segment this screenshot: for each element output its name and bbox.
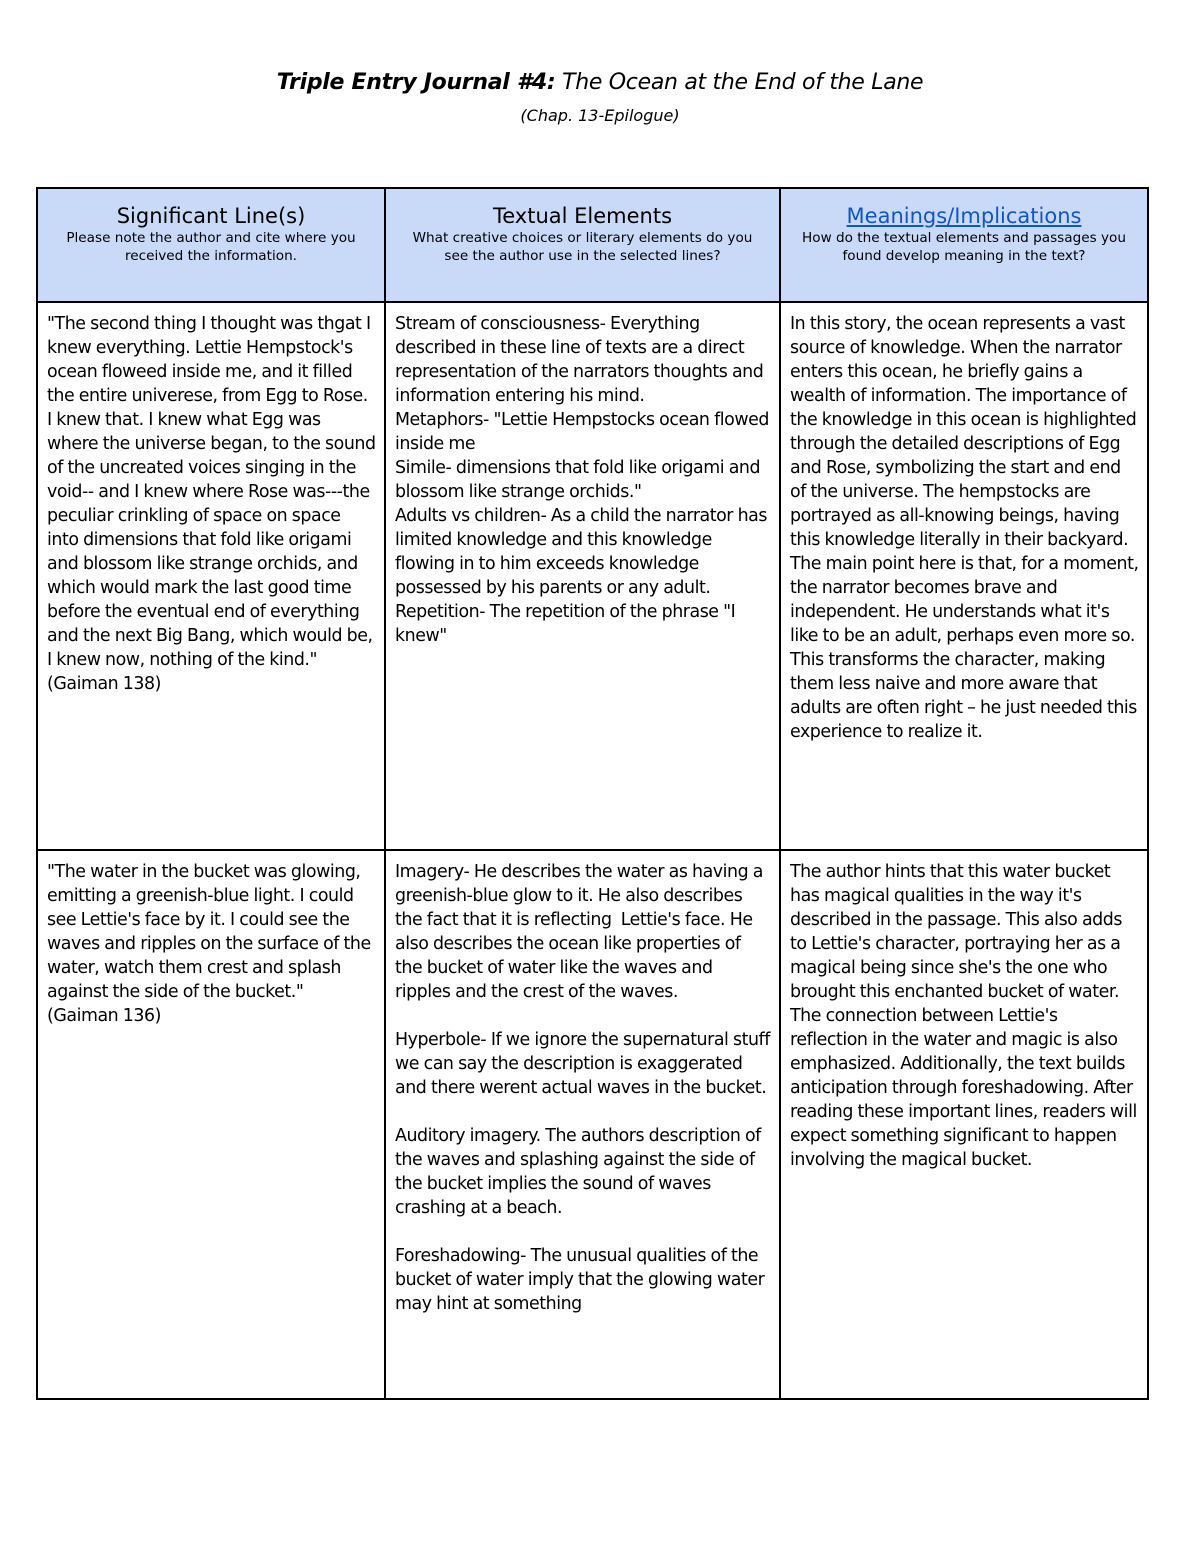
element-text: Repetition- The repetition of the phrase "I knew" bbox=[395, 602, 740, 646]
title-bold: Triple Entry Journal #4: bbox=[276, 70, 556, 95]
element-text: Stream of consciousness- Everything described in these line of texts are a direct representation of the narrators thoughts and information entering his mind. bbox=[395, 314, 768, 406]
quote-text: "The water in the bucket was glowing, emitting a greenish-blue light. I could see Lettie's face by it. I could see the waves and ripples on the surface of the water, watch them crest and splash against the side of the bucket." (Gaiman 136) bbox=[47, 862, 376, 1026]
title-rest: The Ocean at the End of the Lane bbox=[555, 70, 924, 95]
meaning-text: In this story, the ocean represents a vast source of knowledge. When the narrator enters this ocean, he briefly gains a wealth of information. The importance of the knowledge in this ocean is highlighted through the detailed descriptions of Egg and Rose, symbolizing the start and end of the universe. The hempstocks are portrayed as all-knowing beings, having this knowledge literally in their backyard. The main point here is that, for a moment, the narrator becomes brave and independent. He understands what it's like to be an adult, perhaps even more so. This transforms the character, making them less naive and more aware that adults are often right – he just needed this experience to realize it. bbox=[790, 314, 1144, 742]
spacer bbox=[395, 1220, 771, 1244]
cell-meanings bbox=[780, 302, 1148, 850]
header-meanings-implications bbox=[780, 188, 1148, 302]
table-row bbox=[37, 850, 1148, 1399]
quote-text: "The second thing I thought was thgat I knew everything. Lettie Hempstock's ocean floweed inside me, and it filled the entire univerese, from Egg to Rose. I knew that. I knew what Egg was where the universe began, to the sound of the uncreated voices singing in the void-- and I knew where Rose was---the peculiar crinkling of space on space into dimensions that fold like origami and blossom like strange orchids, and which would mark the last good time before the eventual end of everything and the next Big Bang, which would be, I knew now, nothing of the kind." (Gaiman 138) bbox=[47, 314, 381, 694]
element-text: Hyperbole- If we ignore the supernatural stuff we can say the description is exaggerated and there werent actual waves in the bucket. bbox=[395, 1030, 775, 1098]
element-text: Metaphors- "Lettie Hempstocks ocean flowed inside me bbox=[395, 410, 774, 454]
meanings-link[interactable]: Meanings/Implications bbox=[846, 204, 1082, 228]
cell-lines bbox=[37, 302, 385, 850]
cell-elements bbox=[385, 302, 780, 850]
header-significant-lines bbox=[37, 188, 385, 302]
header-description: What creative choices or literary elements do you see the author use in the selected lines? bbox=[412, 230, 753, 264]
journal-table bbox=[36, 187, 1149, 1400]
document-title bbox=[0, 70, 1200, 95]
spacer bbox=[395, 1004, 771, 1028]
cell-lines bbox=[37, 850, 385, 1399]
element-text: Foreshadowing- The unusual qualities of the bucket of water imply that the glowing water may hint at something bbox=[395, 1246, 769, 1314]
header-description: How do the textual elements and passages you found develop meaning in the text? bbox=[802, 230, 1126, 264]
cell-meanings bbox=[780, 850, 1148, 1399]
table-row bbox=[37, 302, 1148, 850]
element-text: Simile- dimensions that fold like origami and blossom like strange orchids." bbox=[395, 458, 765, 502]
spacer bbox=[395, 1100, 771, 1124]
element-text: Auditory imagery. The authors description of the waves and splashing against the side of the bucket implies the sound of waves crashing at a beach. bbox=[395, 1126, 766, 1218]
document-subtitle: (Chap. 13-Epilogue) bbox=[520, 106, 680, 125]
meaning-text: The author hints that this water bucket has magical qualities in the way it's described in the passage. This also adds to Lettie's character, portraying her as a magical being since she's the one who brought this enchanted bucket of water. The connection between Lettie's reflection in the water and magic is also emphasized. Additionally, the text builds anticipation through foreshadowing. After reading these important lines, readers will expect something significant to happen involving the magical bucket. bbox=[790, 862, 1142, 1170]
element-text: Adults vs children- As a child the narrator has limited knowledge and this knowledge flowing in to him exceeds knowledge possessed by his parents or any adult. bbox=[395, 506, 772, 598]
header-row bbox=[37, 188, 1148, 302]
element-text: Imagery- He describes the water as having a greenish-blue glow to it. He also describes the fact that it is reflecting Lettie's face. He also describes the ocean like properties of the bucket of water like the waves and ripples and the crest of the waves. bbox=[395, 862, 768, 1002]
header-title: Textual Elements bbox=[492, 204, 673, 228]
header-description: Please note the author and cite where you received the information. bbox=[66, 230, 356, 264]
header-title: Significant Line(s) bbox=[116, 204, 306, 228]
header-textual-elements bbox=[385, 188, 780, 302]
cell-elements bbox=[385, 850, 780, 1399]
